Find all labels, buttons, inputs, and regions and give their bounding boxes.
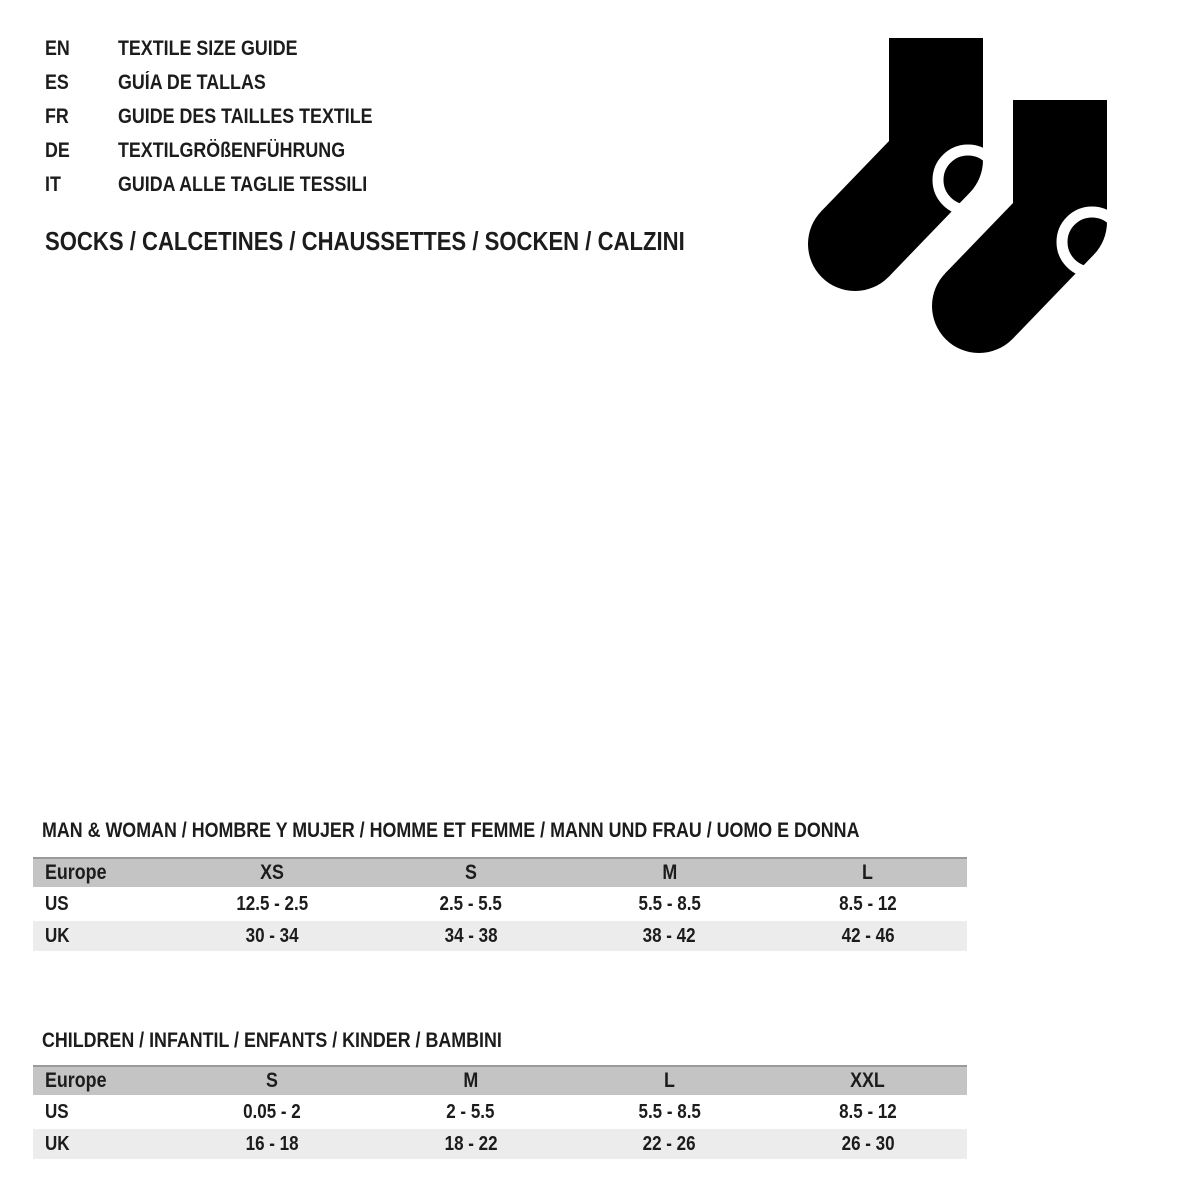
table-row-us bbox=[33, 1095, 967, 1129]
header-cell-size: M bbox=[661, 861, 677, 884]
row-label: US bbox=[45, 1100, 69, 1123]
language-code: ES bbox=[45, 71, 69, 94]
header-cell-size: XXL bbox=[850, 1069, 886, 1092]
size-value: 42 - 46 bbox=[841, 924, 895, 947]
table-row-uk bbox=[33, 1129, 967, 1159]
language-title: GUIDE DES TAILLES TEXTILE bbox=[118, 105, 373, 128]
header-cell-size: S bbox=[464, 861, 477, 884]
language-code: IT bbox=[45, 173, 61, 196]
size-value: 26 - 30 bbox=[841, 1132, 895, 1155]
size-value: 2.5 - 5.5 bbox=[439, 892, 502, 915]
language-code: DE bbox=[45, 139, 70, 162]
language-title: TEXTILGRÖßENFÜHRUNG bbox=[118, 139, 346, 162]
language-code: FR bbox=[45, 105, 69, 128]
size-table-section-adults bbox=[33, 820, 967, 951]
socks-icon bbox=[800, 20, 1160, 360]
size-value: 8.5 - 12 bbox=[838, 892, 897, 915]
language-title: GUÍA DE TALLAS bbox=[118, 71, 266, 94]
table-header-row bbox=[33, 1065, 967, 1095]
size-value: 38 - 42 bbox=[642, 924, 696, 947]
size-value: 2 - 5.5 bbox=[446, 1100, 495, 1123]
row-label: US bbox=[45, 892, 69, 915]
size-table-section-children bbox=[33, 1030, 967, 1159]
size-value: 30 - 34 bbox=[245, 924, 299, 947]
size-table-children bbox=[33, 1065, 967, 1159]
header-cell-size: L bbox=[663, 1069, 675, 1092]
header-cell-size: XS bbox=[260, 861, 285, 884]
size-value: 5.5 - 8.5 bbox=[638, 1100, 701, 1123]
size-value: 34 - 38 bbox=[444, 924, 498, 947]
size-value: 16 - 18 bbox=[245, 1132, 299, 1155]
language-code: EN bbox=[45, 37, 70, 60]
table-title-children: CHILDREN / INFANTIL / ENFANTS / KINDER / BAMBINI bbox=[42, 1029, 502, 1052]
table-header-row bbox=[33, 857, 967, 887]
size-table-adults bbox=[33, 857, 967, 951]
table-row-us bbox=[33, 887, 967, 921]
size-value: 22 - 26 bbox=[642, 1132, 696, 1155]
size-value: 18 - 22 bbox=[444, 1132, 498, 1155]
header-cell-region: Europe bbox=[45, 861, 107, 884]
size-value: 8.5 - 12 bbox=[838, 1100, 897, 1123]
table-row-uk bbox=[33, 921, 967, 951]
size-value: 0.05 - 2 bbox=[243, 1100, 302, 1123]
size-value: 5.5 - 8.5 bbox=[638, 892, 701, 915]
category-heading: SOCKS / CALCETINES / CHAUSSETTES / SOCKEN / CALZINI bbox=[45, 226, 685, 256]
header-cell-size: S bbox=[266, 1069, 279, 1092]
table-title-adults: MAN & WOMAN / HOMBRE Y MUJER / HOMME ET FEMME / MANN UND FRAU / UOMO E DONNA bbox=[42, 819, 860, 842]
row-label: UK bbox=[45, 924, 70, 947]
header-cell-size: M bbox=[463, 1069, 479, 1092]
size-value: 12.5 - 2.5 bbox=[236, 892, 309, 915]
header-cell-region: Europe bbox=[45, 1069, 107, 1092]
language-title: TEXTILE SIZE GUIDE bbox=[118, 37, 298, 60]
language-list bbox=[45, 32, 417, 202]
language-title: GUIDA ALLE TAGLIE TESSILI bbox=[118, 173, 368, 196]
row-label: UK bbox=[45, 1132, 70, 1155]
header-cell-size: L bbox=[862, 861, 874, 884]
